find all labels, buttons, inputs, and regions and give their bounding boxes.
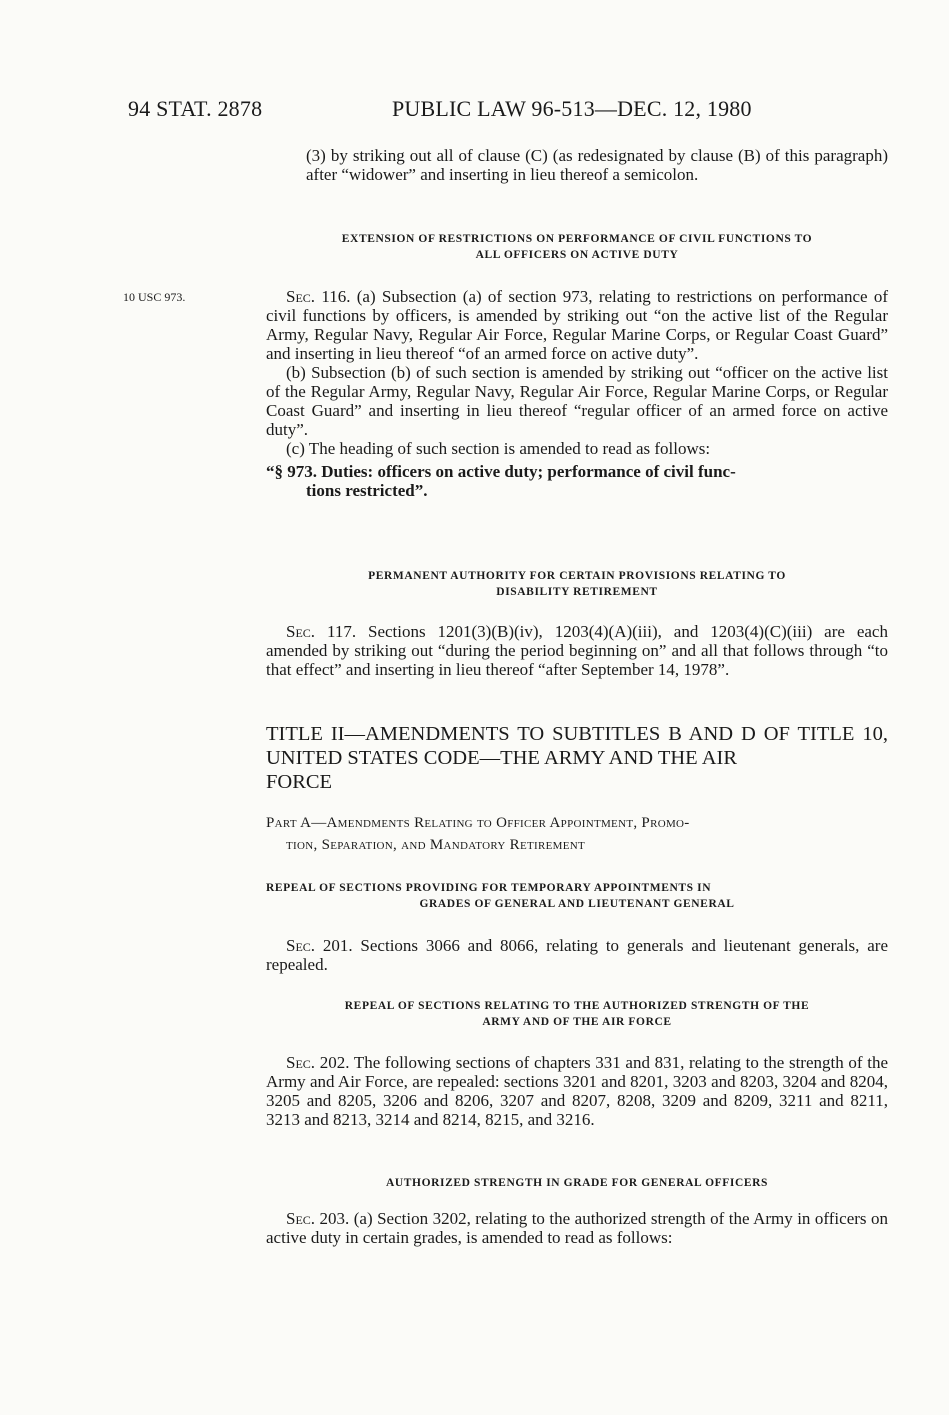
clause-3: (3) by striking out all of clause (C) (as redesignated by clause (B) of this paragraph) after “widower” and inserting in lieu thereof a semicolon. <box>306 146 888 184</box>
heading-permanent-line2: DISABILITY RETIREMENT <box>496 586 658 598</box>
heading-extension-line2: ALL OFFICERS ON ACTIVE DUTY <box>475 249 679 261</box>
section-116 <box>266 287 888 500</box>
section-203 <box>266 1209 888 1247</box>
section-117 <box>266 622 888 679</box>
sec117-label: Sec. 117. <box>286 622 357 641</box>
heading-repeal-strength-line2: ARMY AND OF THE AIR FORCE <box>482 1016 672 1028</box>
section-202 <box>266 1053 888 1129</box>
sec973-quoted-heading <box>266 462 888 500</box>
margin-note-10-usc-973: 10 USC 973. <box>123 290 186 304</box>
sec116-a-text: (a) Subsection (a) of section 973, relating to restrictions on performance of civil functions by officers, is amended by striking out “on the active list of the Regular Army, Regular Navy, Regular Air Force, Regular Marine Corps, or Regular Coast Guard” and inserting in lieu thereof “of an armed force on active duty”. <box>266 287 888 363</box>
heading-repeal-temporary-line2: GRADES OF GENERAL AND LIEUTENANT GENERAL <box>419 898 735 910</box>
sec203-label: Sec. 203. <box>286 1209 350 1228</box>
clause-3-block <box>266 146 888 206</box>
sec201-text: Sections 3066 and 8066, relating to generals and lieutenant generals, are repealed. <box>266 936 888 974</box>
sec116-b: (b) Subsection (b) of such section is amended by striking out “officer on the active list of the Regular Army, Regular Navy, Regular Air Force, Regular Marine Corps, or Regular Coast Guard” and inserting in lieu thereof “regular officer of an armed force on active duty”. <box>266 363 888 439</box>
heading-repeal-temporary-line1: REPEAL OF SECTIONS PROVIDING FOR TEMPORARY APPOINTMENTS IN <box>266 882 712 894</box>
part-a-line1: Part A—Amendments Relating to Officer Appointment, Promo- <box>266 815 690 831</box>
heading-permanent <box>266 568 888 600</box>
sec203-text: (a) Section 3202, relating to the authorized strength of the Army in officers on active duty in certain grades, is amended to read as follows: <box>266 1209 888 1247</box>
heading-permanent-line1: PERMANENT AUTHORITY FOR CERTAIN PROVISIONS RELATING TO <box>368 570 786 582</box>
title-ii-line2: FORCE <box>266 771 333 793</box>
sec116-a <box>266 287 888 363</box>
heading-extension-line1: EXTENSION OF RESTRICTIONS ON PERFORMANCE OF CIVIL FUNCTIONS TO <box>341 233 813 245</box>
heading-authorized-strength <box>266 1175 888 1191</box>
sec117-text: Sections 1201(3)(B)(iv), 1203(4)(A)(iii), and 1203(4)(C)(iii) are each amended by striking out “during the period beginning on” and all that follows through “to that effect” and inserting in lieu thereof “after September 14, 1978”. <box>266 622 888 679</box>
part-a-line2: tion, Separation, and Mandatory Retirement <box>286 837 586 853</box>
heading-repeal-strength-line1: REPEAL OF SECTIONS RELATING TO THE AUTHORIZED STRENGTH OF THE <box>344 1000 810 1012</box>
title-ii-line1: TITLE II—AMENDMENTS TO SUBTITLES B AND D OF TITLE 10, UNITED STATES CODE—THE ARMY AND THE AIR <box>266 723 888 769</box>
sec116-label: Sec. 116. <box>286 287 351 306</box>
page-header-title: PUBLIC LAW 96-513—DEC. 12, 1980 <box>392 96 752 121</box>
heading-extension <box>266 231 888 263</box>
section-201 <box>266 936 888 974</box>
sec116-c: (c) The heading of such section is amended to read as follows: <box>286 439 711 458</box>
sec202-label: Sec. 202. <box>286 1053 350 1072</box>
heading-authorized-strength-text: AUTHORIZED STRENGTH IN GRADE FOR GENERAL OFFICERS <box>385 1177 769 1189</box>
title-ii <box>266 722 888 794</box>
heading-repeal-strength <box>266 998 888 1030</box>
sec201-label: Sec. 201. <box>286 936 353 955</box>
sec202-text: The following sections of chapters 331 and 831, relating to the strength of the Army and Air Force, are repealed: sections 3201 and 8201, 3203 and 8203, 3204 and 8204, 3205 and 8205, 3206 and 8206, 3207 and 8207, 8208, 3209 and 8209, 3211 and 8211, 3213 and 8213, 3214 and 8214, 8215, and 3216. <box>266 1053 889 1129</box>
sec973-quoted-line2: tions restricted”. <box>306 481 428 500</box>
part-a-heading <box>266 812 888 856</box>
stat-citation: 94 STAT. 2878 <box>128 96 263 121</box>
sec973-quoted-line1: “§ 973. Duties: officers on active duty; performance of civil func- <box>266 462 736 481</box>
heading-repeal-temporary <box>266 880 888 912</box>
